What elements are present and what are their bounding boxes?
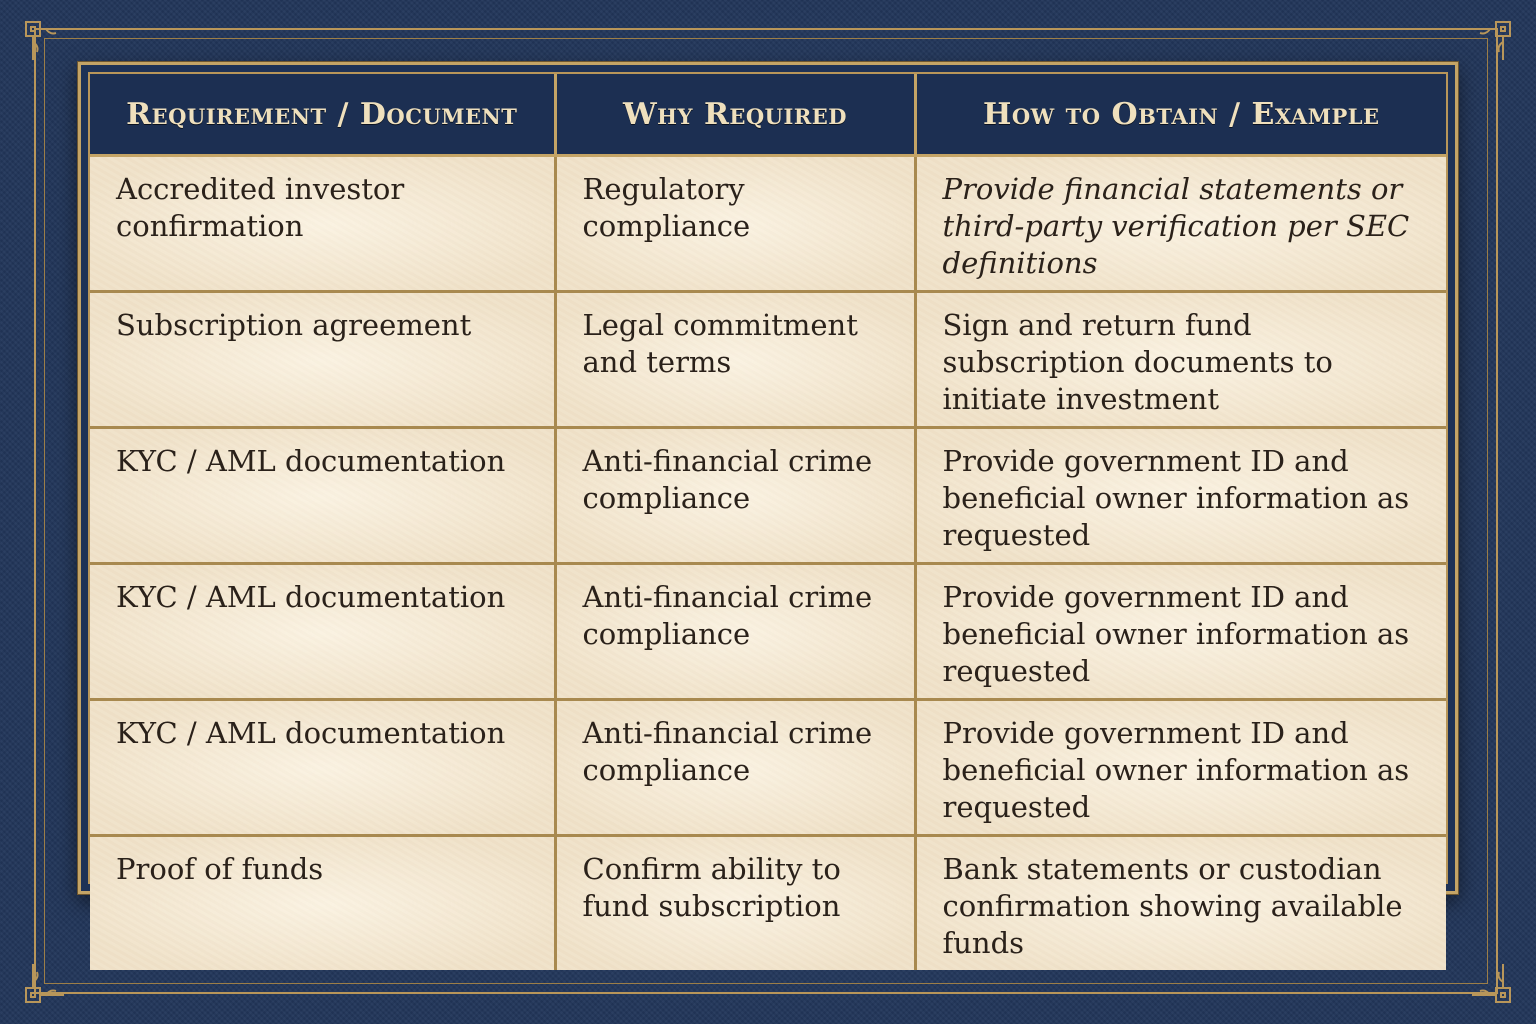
cell-how: Provide government ID and beneficial owner information as requested [915, 428, 1446, 564]
table-row [90, 564, 1446, 700]
cell-why: Regulatory compliance [555, 156, 915, 292]
header-requirement: Requirement / Document [90, 74, 555, 156]
corner-ornament-icon [22, 18, 68, 64]
cell-how: Bank statements or custodian confirmation showing available funds [915, 836, 1446, 971]
table-row [90, 836, 1446, 971]
cell-requirement: Accredited investor confirmation [90, 156, 555, 292]
cell-requirement: Proof of funds [90, 836, 555, 971]
requirements-table [90, 74, 1446, 970]
cell-why: Anti-financial crime compliance [555, 428, 915, 564]
cell-requirement: Subscription agreement [90, 292, 555, 428]
table-header-row [90, 74, 1446, 156]
table-row [90, 428, 1446, 564]
cell-requirement: KYC / AML documentation [90, 428, 555, 564]
cell-why: Anti-financial crime compliance [555, 700, 915, 836]
corner-ornament-icon [22, 960, 68, 1006]
table-row [90, 156, 1446, 292]
cell-why: Confirm ability to fund subscription [555, 836, 915, 971]
table-row [90, 700, 1446, 836]
cell-how: Provide government ID and beneficial owner information as requested [915, 564, 1446, 700]
corner-ornament-icon [1468, 960, 1514, 1006]
cell-how: Sign and return fund subscription documents to initiate investment [915, 292, 1446, 428]
table-row [90, 292, 1446, 428]
header-why-required: Why Required [555, 74, 915, 156]
corner-ornament-icon [1468, 18, 1514, 64]
cell-requirement: KYC / AML documentation [90, 564, 555, 700]
cell-why: Anti-financial crime compliance [555, 564, 915, 700]
cell-how: Provide government ID and beneficial owner information as requested [915, 700, 1446, 836]
cell-requirement: KYC / AML documentation [90, 700, 555, 836]
cell-how: Provide financial statements or third-party verification per SEC definitions [915, 156, 1446, 292]
cell-why: Legal commitment and terms [555, 292, 915, 428]
header-how-to-obtain: How to Obtain / Example [915, 74, 1446, 156]
